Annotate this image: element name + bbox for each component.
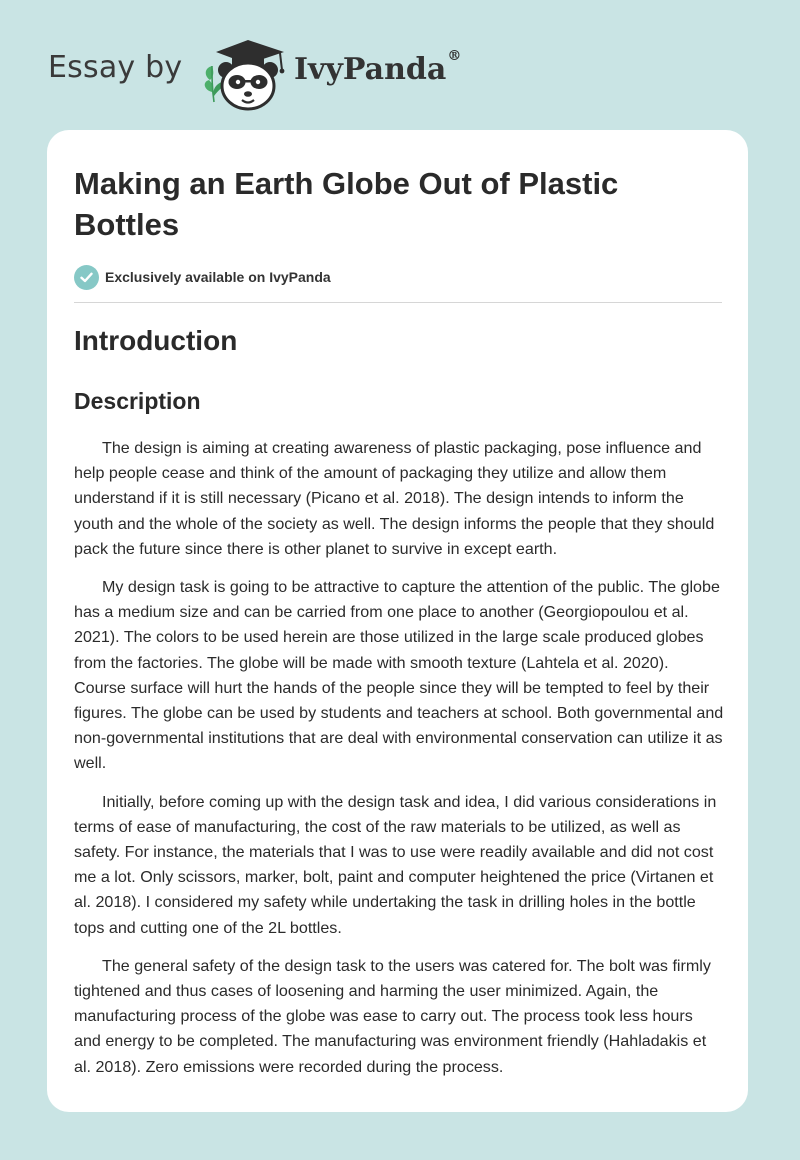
- essay-body: [74, 436, 724, 1093]
- section-heading-introduction: Introduction: [74, 325, 238, 356]
- site-header: [0, 0, 800, 130]
- paragraph: The general safety of the design task to the users was catered for. The bolt was firmly tightened and thus cases of loosening and harming the user minimized. Again, the manufacturing process of the globe was ease to carry out. The process took less hours and energy to be completed. The manufacturing was environment friendly (Hahladakis et al. 2018). Zero emissions were recorded during the process.: [74, 956, 711, 1076]
- check-icon: [74, 265, 99, 290]
- subsection-heading-description: Description: [74, 388, 201, 414]
- divider: [74, 302, 722, 303]
- brand-name: IvyPanda: [294, 52, 447, 87]
- paragraph: The design is aiming at creating awareness of plastic packaging, pose influence and help people cease and think of the amount of packaging they utilize and allow them understand if it is still necessary (Picano et al. 2018). The design intends to inform the youth and the whole of the society as well. The design informs the people that they should pack the future since there is other planet to survive in except earth.: [74, 439, 715, 558]
- page-title: Making an Earth Globe Out of Plastic Bottles: [74, 166, 619, 242]
- panda-graduate-icon[interactable]: [200, 36, 292, 112]
- exclusive-label: Exclusively available on IvyPanda: [105, 269, 331, 285]
- essay-by-label: Essay by: [48, 50, 183, 85]
- paragraph: Initially, before coming up with the design task and idea, I did various considerations in terms of ease of manufacturing, the cost of the raw materials to be utilized, as well as safety. For instance, the materials that I was to use were readily available and did not cost me a lot. Only scissors, marker, bolt, paint and computer heightened the price (Virtanen et al. 2018). I considered my safety while undertaking the task in drilling holes in the bottle tops and cutting one of the 2L bottles.: [74, 792, 717, 937]
- registered-mark: ®: [447, 48, 462, 64]
- essay-card: [47, 130, 748, 1112]
- brand-logo[interactable]: [294, 48, 462, 87]
- paragraph: My design task is going to be attractive to capture the attention of the public. The globe has a medium size and can be carried from one place to another (Georgiopoulou et al. 2021). The colors to be used herein are those utilized in the large scale produced globes from the factories. The globe will be made with smooth texture (Lahtela et al. 2020). Course surface will hurt the hands of the people since they will be tempted to feel by their figures. The globe can be used by students and teachers at school. Both governmental and non-governmental institutions that are deal with environmental conservation can utilize it as well.: [74, 578, 724, 773]
- exclusive-badge: [74, 264, 331, 290]
